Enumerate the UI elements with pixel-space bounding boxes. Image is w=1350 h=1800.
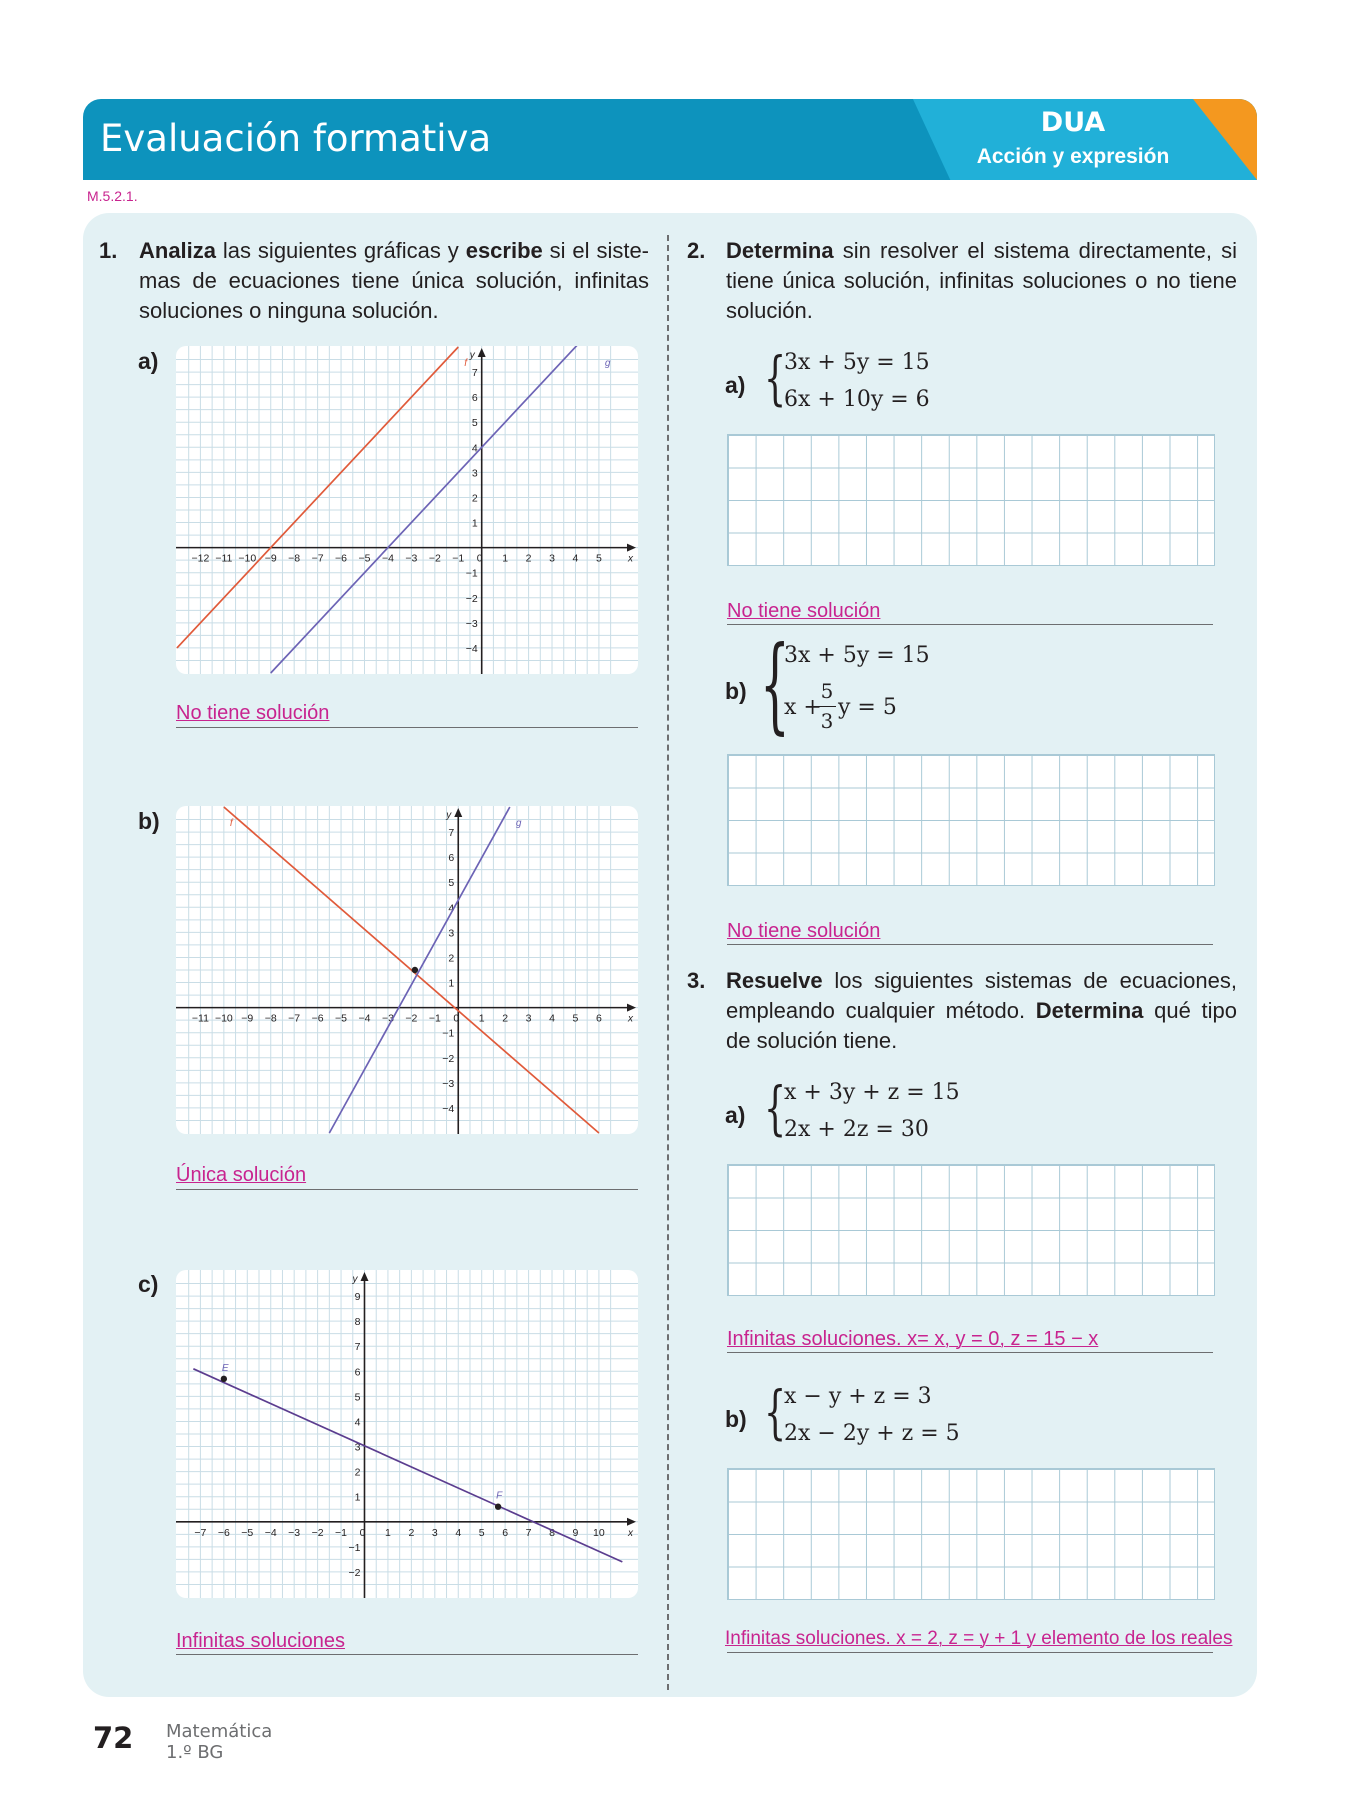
y-tick-label: 3 (471, 467, 478, 480)
series-label-g: g (604, 358, 611, 369)
x-tick-label: 1 (385, 1526, 391, 1539)
y-axis-letter: y (446, 810, 452, 821)
q3-part-b-label: b) (725, 1406, 747, 1432)
q1-c-answer-line (176, 1654, 638, 1655)
x-tick-label: 5 (595, 552, 602, 565)
q3-a-work-grid[interactable] (727, 1164, 1215, 1296)
q2-b-eq2-left: x + (784, 695, 822, 720)
x-tick-label: −3 (288, 1526, 301, 1539)
x-tick-label: 8 (549, 1526, 555, 1539)
y-tick-label: 5 (354, 1391, 361, 1404)
y-axis-letter: y (352, 1274, 358, 1285)
y-tick-label: 3 (354, 1441, 361, 1454)
x-tick-label: 4 (549, 1012, 555, 1025)
q3-b-brace: { (764, 1378, 787, 1446)
x-tick-label: −4 (381, 552, 394, 565)
x-tick-label: −9 (241, 1012, 254, 1025)
x-tick-label: −5 (358, 552, 371, 565)
x-axis-letter: x (628, 1527, 633, 1539)
question-2-number: 2. (687, 238, 706, 263)
q2-a-eq1: 3x + 5y = 15 (784, 350, 930, 375)
y-tick-label: 1 (471, 517, 478, 530)
x-tick-label: 0 (359, 1526, 366, 1539)
y-tick-label: 6 (354, 1366, 361, 1379)
x-tick-label: 0 (453, 1012, 460, 1025)
q2-b-frac-den: 3 (820, 709, 834, 733)
question-1-text (139, 236, 649, 326)
graph-c-svg (176, 1270, 638, 1598)
graph-a-svg (176, 346, 638, 674)
x-tick-label: 2 (502, 1012, 509, 1025)
q1-b-answer: Única solución (176, 1164, 307, 1186)
x-tick-label: −10 (214, 1012, 233, 1025)
y-tick-label: 3 (448, 927, 455, 940)
q2-b-work-grid[interactable] (727, 754, 1215, 886)
x-tick-label: −6 (217, 1526, 230, 1539)
x-tick-label: −2 (428, 552, 441, 565)
header-bar (83, 99, 1257, 180)
y-axis-arrow (360, 1272, 368, 1281)
q1-part-a-label: a) (138, 348, 159, 374)
data-point (495, 1504, 501, 1510)
x-tick-label: 0 (476, 552, 483, 565)
q2-part-a-label: a) (725, 372, 746, 398)
x-tick-label: 3 (525, 1012, 532, 1025)
question-2-text (726, 236, 1237, 326)
q3-part-a-label: a) (725, 1102, 746, 1128)
y-tick-label: 2 (354, 1466, 361, 1479)
x-tick-label: 4 (572, 552, 579, 565)
q3-a-answer-line (727, 1352, 1213, 1353)
y-tick-label: −4 (465, 642, 478, 655)
footer-grade: 1.º BG (166, 1742, 224, 1763)
q2-b-answer: No tiene solución (727, 920, 881, 942)
q2-part-b-label: b) (725, 678, 747, 704)
x-tick-label: 9 (572, 1526, 579, 1539)
graph-b-svg (176, 806, 638, 1134)
q2-b-brace: { (760, 623, 790, 745)
y-tick-label: −2 (442, 1052, 455, 1065)
graph-a (176, 346, 638, 674)
y-tick-label: 6 (471, 392, 478, 405)
x-tick-label: −8 (288, 552, 301, 565)
y-tick-label: 7 (448, 827, 455, 840)
x-tick-label: 3 (431, 1526, 438, 1539)
question-3-text (726, 966, 1237, 1056)
x-tick-label: 2 (525, 552, 532, 565)
footer-subject: Matemática (166, 1721, 273, 1742)
question-3-number: 3. (687, 968, 706, 993)
skill-code: M.5.2.1. (87, 188, 138, 204)
q1-c-answer: Infinitas soluciones (176, 1630, 345, 1652)
q1-text1: las siguientes gráficas y (216, 238, 466, 263)
q1-b-answer-line (176, 1189, 638, 1190)
question-1-number: 1. (99, 238, 118, 263)
q3-text2: qué tipo de solución tiene. (726, 998, 1238, 1053)
y-tick-label: 9 (354, 1291, 361, 1304)
x-tick-label: −4 (264, 1526, 277, 1539)
q2-text: sin resolver el sistema directamente, si tiene única solución, infinitas soluciones o no tiene solución. (726, 238, 1237, 323)
q3-b-eq2: 2x − 2y + z = 5 (784, 1421, 960, 1446)
q1-verb1: Analiza (139, 238, 217, 263)
page-title: Evaluación formativa (100, 117, 492, 160)
grid-lines (176, 806, 638, 1134)
graph-b (176, 806, 638, 1134)
q1-part-b-label: b) (138, 808, 160, 834)
y-tick-label: 7 (471, 367, 478, 380)
x-tick-label: −8 (264, 1012, 277, 1025)
x-tick-label: 6 (595, 1012, 602, 1025)
x-axis-arrow (627, 1004, 636, 1012)
x-tick-label: −6 (311, 1012, 324, 1025)
series-label-g: g (515, 818, 522, 829)
x-tick-label: 6 (502, 1526, 509, 1539)
x-tick-label: −2 (405, 1012, 418, 1025)
q1-a-answer-line (176, 727, 638, 728)
y-tick-label: −2 (348, 1566, 361, 1579)
x-tick-label: −1 (428, 1012, 441, 1025)
x-tick-label: 5 (478, 1526, 485, 1539)
x-tick-label: −5 (241, 1526, 254, 1539)
series-label-f: f (229, 818, 233, 829)
y-tick-label: 8 (354, 1316, 361, 1329)
x-tick-label: −11 (215, 552, 233, 565)
y-tick-label: 2 (471, 492, 478, 505)
q3-text1: los siguientes sistemas de ecuaciones, empleando cualquier método. (726, 968, 1237, 1023)
x-tick-label: 10 (593, 1526, 605, 1539)
x-axis-arrow (627, 1518, 636, 1526)
y-tick-label: 1 (354, 1491, 361, 1504)
q2-b-answer-line (727, 944, 1213, 945)
data-point (412, 967, 418, 973)
q2-a-work-grid[interactable] (727, 434, 1215, 566)
q3-verb2: Determina (1035, 998, 1144, 1023)
y-tick-label: 2 (448, 952, 455, 965)
x-tick-label: 5 (572, 1012, 579, 1025)
q2-a-eq2: 6x + 10y = 6 (784, 387, 930, 412)
q3-a-eq2: 2x + 2z = 30 (784, 1117, 929, 1142)
x-tick-label: 1 (502, 552, 509, 565)
y-tick-label: −3 (442, 1077, 455, 1090)
y-tick-label: −2 (465, 592, 478, 605)
q2-b-frac-bar (818, 706, 836, 707)
q2-a-answer-line (727, 624, 1213, 625)
x-tick-label: −7 (288, 1012, 301, 1025)
y-tick-label: −4 (442, 1102, 455, 1115)
x-tick-label: 2 (408, 1526, 415, 1539)
x-tick-label: −4 (358, 1012, 371, 1025)
y-tick-label: −1 (442, 1027, 455, 1040)
q3-b-answer: Infinitas soluciones. x = 2, z = y + 1 y elemento de los reales (725, 1628, 1233, 1649)
q3-b-eq1: x − y + z = 3 (784, 1384, 932, 1409)
x-axis-letter: x (628, 553, 633, 565)
x-tick-label: 4 (455, 1526, 462, 1539)
column-divider (667, 235, 669, 1690)
x-axis-letter: x (628, 1013, 633, 1025)
x-tick-label: −7 (194, 1526, 207, 1539)
y-tick-label: −1 (348, 1541, 361, 1554)
q3-a-eq1: x + 3y + z = 15 (784, 1080, 960, 1105)
y-tick-label: 1 (448, 977, 455, 990)
q1-text2: si el siste- mas de ecuaciones tiene única solución, infinitas soluciones o ninguna solución. (139, 238, 650, 323)
q2-b-frac-num: 5 (820, 679, 834, 703)
y-tick-label: −1 (465, 567, 478, 580)
dua-title: DUA (1040, 107, 1106, 138)
y-axis-arrow (478, 348, 486, 357)
y-tick-label: 4 (471, 442, 478, 455)
x-axis-arrow (627, 544, 636, 552)
y-axis-letter: y (469, 350, 475, 361)
q2-a-brace: { (764, 344, 787, 412)
x-tick-label: −6 (335, 552, 348, 565)
x-tick-label: −10 (238, 552, 257, 565)
q3-a-brace: { (764, 1074, 787, 1142)
point-label-F: F (496, 1490, 503, 1502)
q1-a-answer: No tiene solución (176, 702, 330, 724)
x-tick-label: −12 (191, 552, 210, 565)
y-tick-label: 4 (354, 1416, 361, 1429)
q1-part-c-label: c) (138, 1271, 159, 1297)
q2-b-eq2-right: y = 5 (838, 695, 897, 720)
y-tick-label: 4 (448, 902, 455, 915)
x-tick-label: 3 (549, 552, 555, 565)
x-tick-label: −1 (452, 552, 465, 565)
graph-c (176, 1270, 638, 1598)
page-number: 72 (93, 1721, 134, 1755)
series-label-f: f (464, 358, 468, 369)
y-tick-label: 5 (471, 417, 478, 430)
x-tick-label: −7 (311, 552, 324, 565)
x-tick-label: −3 (405, 552, 418, 565)
data-point (221, 1376, 227, 1382)
x-tick-label: −1 (335, 1526, 348, 1539)
q2-b-eq1: 3x + 5y = 15 (784, 643, 930, 668)
grid-lines (176, 1270, 638, 1598)
x-tick-label: −3 (381, 1012, 394, 1025)
x-tick-label: −5 (335, 1012, 348, 1025)
q1-verb2: escribe (465, 238, 543, 263)
x-tick-label: −11 (191, 1012, 209, 1025)
y-axis-arrow (454, 808, 462, 817)
q2-a-answer: No tiene solución (727, 600, 881, 622)
x-tick-label: 7 (525, 1526, 532, 1539)
y-tick-label: 7 (354, 1341, 361, 1354)
q3-verb1: Resuelve (726, 968, 823, 993)
x-tick-label: −2 (311, 1526, 324, 1539)
y-tick-label: 6 (448, 852, 455, 865)
q3-b-answer-line (727, 1652, 1213, 1653)
dua-subtitle: Acción y expresión (976, 145, 1170, 168)
grid-lines (176, 346, 638, 674)
x-tick-label: 1 (478, 1012, 485, 1025)
x-tick-label: −9 (264, 552, 277, 565)
y-tick-label: 5 (448, 877, 455, 890)
q2-verb: Determina (726, 238, 834, 263)
q3-b-work-grid[interactable] (727, 1468, 1215, 1600)
y-tick-label: −3 (465, 617, 478, 630)
point-label-E: E (221, 1362, 229, 1374)
q3-a-answer: Infinitas soluciones. x= x, y = 0, z = 15 − x (727, 1328, 1099, 1350)
